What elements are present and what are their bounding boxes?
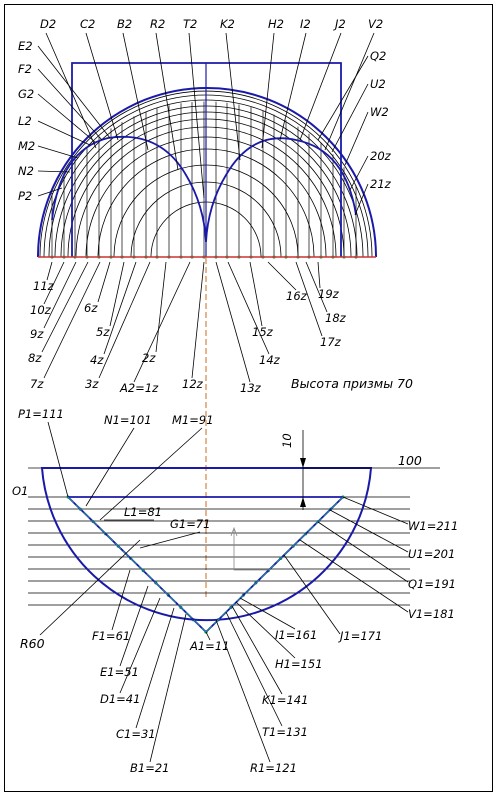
label-g2: G2 [18, 87, 35, 101]
label-6z: 6z [84, 301, 98, 315]
label-t2: T2 [183, 17, 198, 31]
label-j1171: J1=171 [340, 629, 383, 643]
label-9z: 9z [30, 327, 44, 341]
leader-line [300, 540, 408, 612]
top-view [18, 17, 413, 395]
leader-line [284, 555, 340, 634]
label-t1131: T1=131 [262, 725, 308, 739]
leader-line [318, 522, 408, 582]
radius-label: R60 [20, 636, 45, 651]
label-i1161: I1=161 [275, 628, 318, 642]
label-21z: 21z [370, 177, 391, 191]
label-14z: 14z [259, 353, 280, 367]
o1-label: O1 [12, 484, 29, 498]
leader-line [250, 262, 262, 326]
leader-line [156, 262, 166, 352]
label-15z: 15z [252, 325, 273, 339]
leader-line [268, 262, 296, 290]
label-b2: B2 [117, 17, 133, 31]
label-i2: I2 [300, 17, 311, 31]
leader-line [192, 262, 204, 378]
leader-line [318, 262, 320, 288]
label-p1111: P1=111 [18, 407, 64, 421]
label-12z: 12z [182, 377, 203, 391]
leader-line [262, 33, 274, 148]
leader-line [280, 33, 306, 140]
leader-line [228, 262, 269, 354]
leader-line [189, 33, 204, 198]
label-u1201: U1=201 [408, 547, 456, 561]
leader-line [300, 33, 341, 140]
section-lines [28, 468, 410, 634]
label-2z: 2z [142, 351, 156, 365]
dim-10-label: 10 [280, 433, 294, 448]
dim-100-label: 100 [398, 453, 422, 468]
label-d141: D1=41 [100, 692, 141, 706]
label-n2: N2 [18, 164, 34, 178]
label-p2: P2 [18, 189, 33, 203]
label-3z: 3z [85, 377, 99, 391]
label-c2: C2 [80, 17, 96, 31]
label-20z: 20z [370, 149, 391, 163]
leader-line [104, 262, 136, 354]
leader-line [136, 608, 174, 728]
label-e151: E1=51 [100, 665, 139, 679]
label-n1101: N1=101 [104, 413, 152, 427]
front-leader-lines [40, 422, 408, 762]
label-k2: K2 [220, 17, 235, 31]
label-r2: R2 [150, 17, 166, 31]
leader-line [38, 69, 102, 140]
label-v2: V2 [368, 17, 384, 31]
label-4z: 4z [90, 353, 104, 367]
leader-line [140, 532, 200, 548]
leader-line [98, 262, 110, 302]
label-l2: L2 [18, 114, 32, 128]
label-18z: 18z [325, 311, 346, 325]
label-5z: 5z [96, 325, 110, 339]
leader-line [38, 121, 90, 145]
label-k1141: K1=141 [262, 693, 309, 707]
label-w1211: W1=211 [408, 519, 459, 533]
front-body-arc [42, 468, 371, 620]
label-m2: M2 [18, 139, 36, 153]
label-16z: 16z [286, 289, 307, 303]
label-b121: B1=21 [130, 761, 170, 775]
leader-line [343, 497, 408, 524]
label-19z: 19z [318, 287, 339, 301]
label-h1151: H1=151 [275, 657, 323, 671]
label-17z: 17z [320, 335, 341, 349]
leader-line [332, 84, 368, 152]
label-l181: L1=81 [124, 505, 162, 519]
label-m191: M1=91 [172, 413, 214, 427]
leader-line [330, 510, 408, 552]
axis-glyph [234, 528, 270, 570]
front-view [12, 407, 458, 775]
sheet-frame [5, 5, 493, 792]
label-a21z: A2=1z [120, 381, 159, 395]
label-w2: W2 [370, 105, 389, 119]
label-10z: 10z [30, 303, 51, 317]
front-view-labels [18, 407, 458, 775]
leader-line [46, 33, 96, 148]
leader-line [47, 262, 52, 280]
label-f2: F2 [18, 62, 32, 76]
label-g171: G1=71 [170, 517, 211, 531]
label-j2: J2 [335, 17, 346, 31]
label-13z: 13z [240, 381, 261, 395]
leader-line [325, 33, 374, 150]
label-u2: U2 [370, 77, 386, 91]
leader-line [345, 112, 368, 165]
leader-line [123, 33, 148, 150]
dim-arrow [300, 458, 306, 468]
top-view-labels [18, 17, 392, 395]
label-v1181: V1=181 [408, 607, 455, 621]
prism-height-note: Высота призмы 70 [291, 376, 413, 391]
label-d2: D2 [40, 17, 57, 31]
label-8z: 8z [28, 351, 42, 365]
label-e2: E2 [18, 39, 33, 53]
label-c131: C1=31 [116, 727, 156, 741]
leader-line [48, 422, 68, 497]
label-a111: A1=11 [190, 639, 230, 653]
label-q2: Q2 [370, 49, 387, 63]
label-r1121: R1=121 [250, 761, 297, 775]
dim-arrow-2 [300, 497, 306, 507]
label-q1191: Q1=191 [408, 577, 456, 591]
leader-line [216, 262, 250, 382]
label-7z: 7z [30, 377, 44, 391]
label-h2: H2 [268, 17, 284, 31]
label-f161: F1=61 [92, 629, 131, 643]
label-11z: 11z [33, 279, 54, 293]
